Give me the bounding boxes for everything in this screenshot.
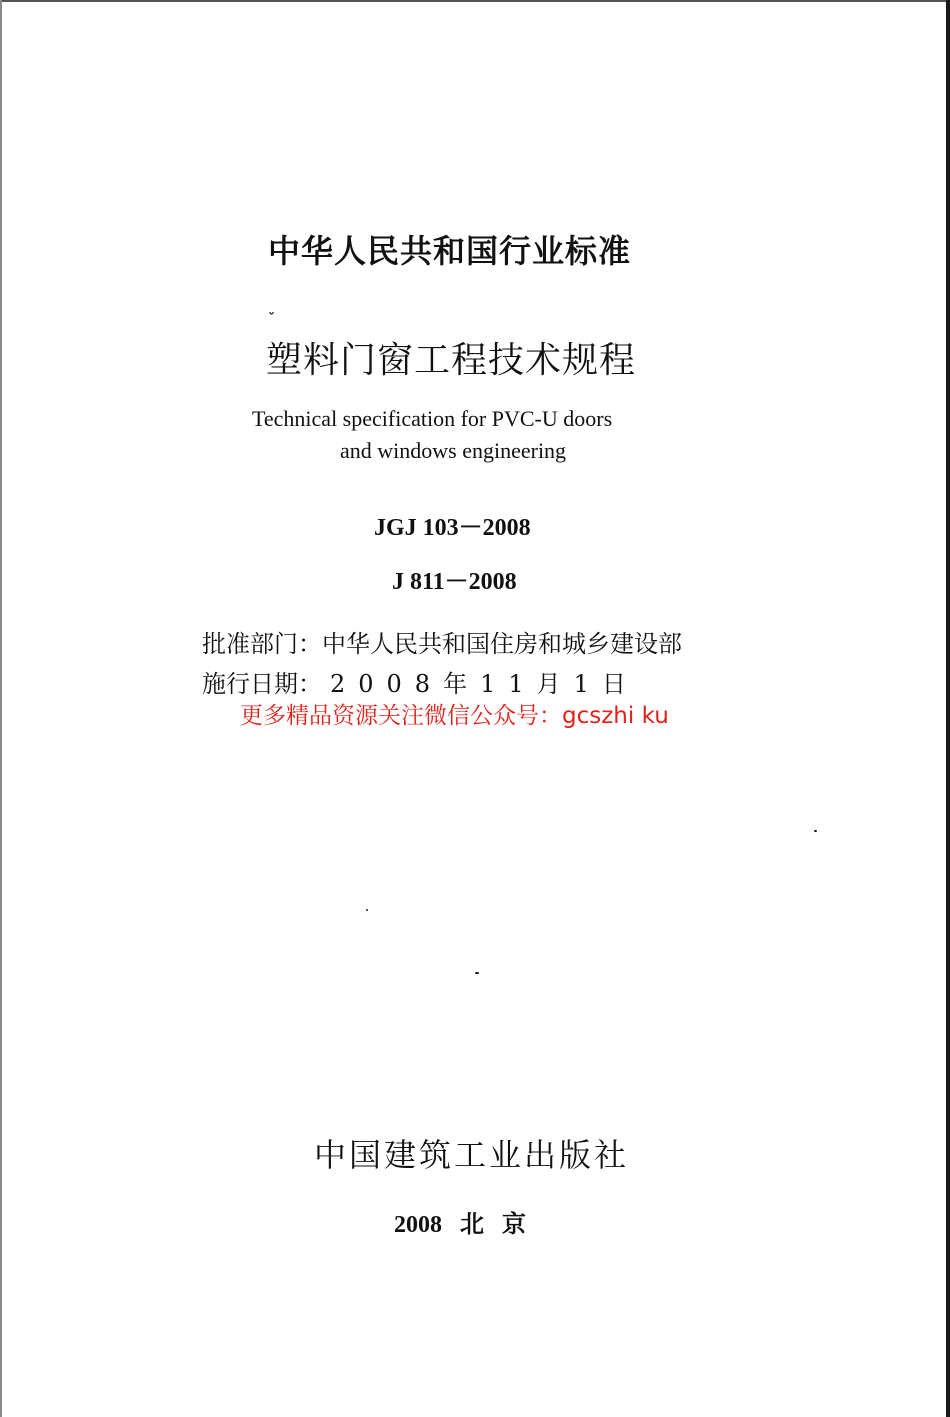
effective-date-row	[202, 664, 742, 699]
standard-code-j: J 811－2008	[392, 569, 517, 595]
effective-date-label: 施行日期：	[202, 670, 322, 698]
scan-edge-left	[0, 0, 2, 1417]
scan-speck	[814, 830, 817, 832]
scan-edge-top	[0, 0, 950, 2]
document-title-chinese: 塑料门窗工程技术规程	[266, 340, 637, 381]
document-title-english-line1: Technical specification for PVC-U doors	[252, 406, 613, 431]
scan-mark: ˇ	[268, 311, 275, 327]
publication-year-place: 2008 北 京	[394, 1212, 526, 1238]
scan-edge-right	[946, 0, 950, 1417]
effective-date-value: 2008年11月1日	[330, 670, 639, 698]
scan-speck	[475, 972, 479, 974]
approval-department: 批准部门：中华人民共和国住房和城乡建设部	[202, 630, 682, 658]
watermark-promo-text: 更多精品资源关注微信公众号：gcszhi ku	[240, 703, 669, 729]
publisher-name: 中国建筑工业出版社	[314, 1136, 630, 1174]
document-title-english-line2: and windows engineering	[340, 438, 567, 463]
scan-speck	[366, 909, 368, 911]
standard-series-heading: 中华人民共和国行业标准	[268, 232, 632, 270]
standard-code-jgj: JGJ 103－2008	[374, 515, 531, 541]
